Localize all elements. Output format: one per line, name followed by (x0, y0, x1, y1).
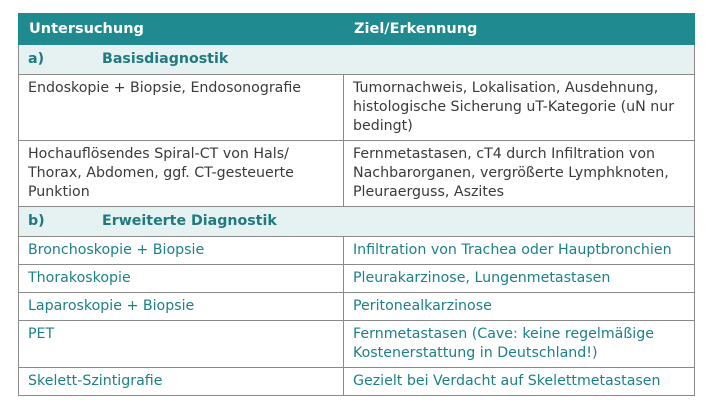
section-letter: a) (28, 51, 45, 67)
diagnostics-table (18, 13, 695, 396)
goal-cell: Tumornachweis, Lokalisation, Ausdehnung, histologische Sicherung uT-Kategorie (uN nur bedingt) (344, 75, 695, 141)
table-row (19, 293, 695, 321)
exam-cell: Endoskopie + Biopsie, Endosonografie (19, 75, 344, 141)
table-row (19, 237, 695, 265)
table-row (19, 141, 695, 207)
goal-cell: Fernmetastasen, cT4 durch Infiltration von Nachbarorganen, vergrößerte Lymphknoten, Pleuraerguss, Aszites (344, 141, 695, 207)
section-letter: b) (28, 213, 45, 229)
goal-cell: Infiltration von Trachea oder Hauptbronchien (344, 237, 695, 265)
header-ziel-erkennung: Ziel/Erkennung (344, 14, 695, 45)
section-row-basisdiagnostik (19, 45, 695, 75)
section-cell (19, 45, 695, 75)
table-row (19, 368, 695, 396)
goal-cell: Pleurakarzinose, Lungenmetastasen (344, 265, 695, 293)
section-title: Basisdiagnostik (102, 51, 229, 67)
goal-cell: Fernmetastasen (Cave: keine regelmäßige Kostenerstattung in Deutschland!) (344, 321, 695, 368)
goal-cell: Peritonealkarzinose (344, 293, 695, 321)
diagnostics-table-container (18, 13, 694, 396)
exam-cell: Thorakoskopie (19, 265, 344, 293)
exam-cell: Skelett-Szintigrafie (19, 368, 344, 396)
exam-cell: Bronchoskopie + Biopsie (19, 237, 344, 265)
table-row (19, 321, 695, 368)
header-untersuchung: Untersuchung (19, 14, 344, 45)
exam-cell: PET (19, 321, 344, 368)
table-row (19, 75, 695, 141)
table-header-row (19, 14, 695, 45)
section-title: Erweiterte Diagnostik (102, 213, 277, 229)
exam-cell: Laparoskopie + Biopsie (19, 293, 344, 321)
section-row-erweiterte-diagnostik (19, 207, 695, 237)
section-cell (19, 207, 695, 237)
exam-cell: Hochauflösendes Spiral-CT von Hals/ Thorax, Abdomen, ggf. CT-gesteuerte Punktion (19, 141, 344, 207)
table-row (19, 265, 695, 293)
goal-cell: Gezielt bei Verdacht auf Skelettmetastasen (344, 368, 695, 396)
